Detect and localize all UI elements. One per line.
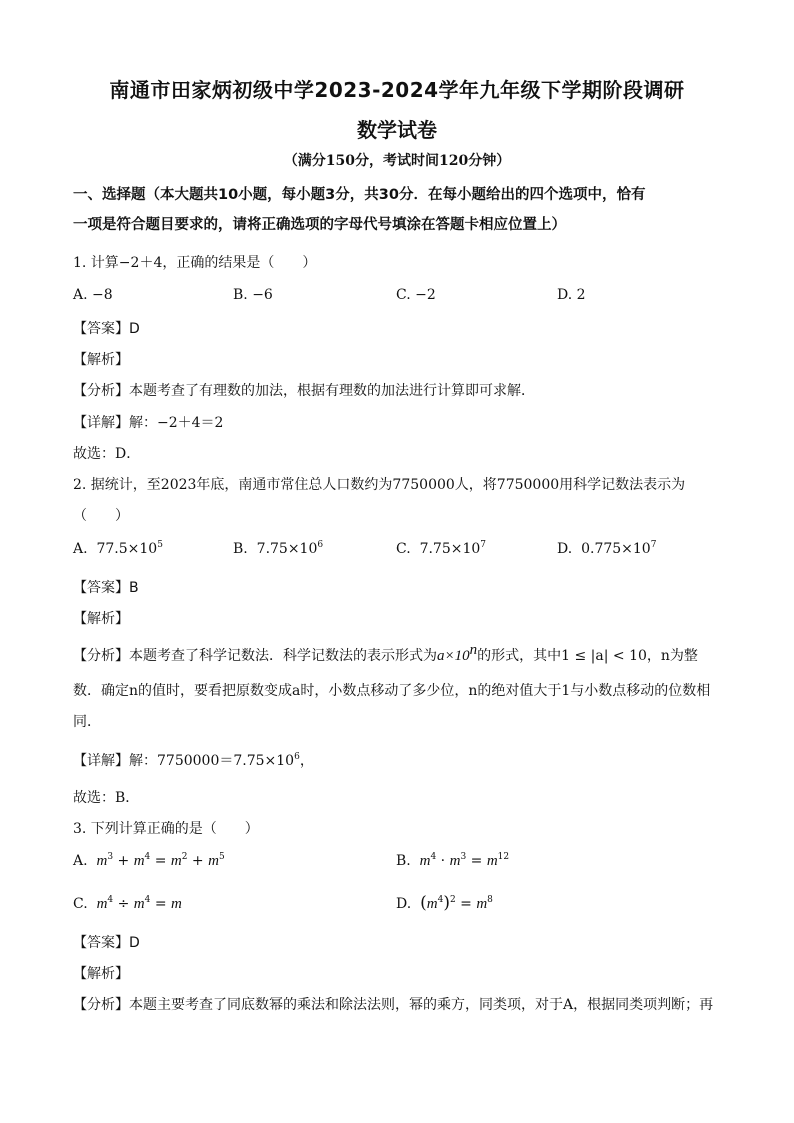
q3-option-c: C. $m^4 \div m^4 = m$ — [73, 895, 182, 912]
q2-stem-bracket: （ ） — [73, 508, 129, 524]
q2-fenxi-line1: 【分析】本题考查了科学记数法．科学记数法的表示形式为$a\times 10^n$的形式，其中1 ≤ |a| < 10，n为整 — [73, 642, 698, 664]
q3-analysis-label: 【解析】 — [73, 966, 129, 982]
q3-option-b: B. $m^4 \cdot m^3 = m^{12}$ — [396, 852, 510, 869]
q3-fenxi: 【分析】本题主要考查了同底数幂的乘法和除法法则，幂的乘方，同类项，对于A，根据同类项判断；再 — [73, 997, 714, 1013]
q2-analysis-label: 【解析】 — [73, 611, 129, 627]
exam-subject-title: 数学试卷 — [357, 118, 437, 142]
exam-info: （满分150分，考试时间120分钟） — [283, 153, 511, 169]
q2-option-b: B. $7.75\times 10^6$ — [233, 540, 324, 557]
q2-option-d: D. $0.775\times 10^7$ — [557, 540, 657, 557]
q1-xiangjie: 【详解】解：−2＋4＝2 — [73, 415, 224, 431]
q1-option-c: C. −2 — [396, 287, 436, 303]
section-heading-line1: 一、选择题（本大题共10小题，每小题3分，共30分．在每小题给出的四个选项中，恰有 — [73, 187, 646, 203]
section-heading-line2: 一项是符合题目要求的，请将正确选项的字母代号填涂在答题卡相应位置上） — [73, 217, 566, 233]
q1-stem: 1. 计算−2＋4，正确的结果是（ ） — [73, 255, 317, 271]
q1-option-d: D. 2 — [557, 287, 586, 303]
q2-fenxi-line3: 同． — [73, 714, 101, 730]
q3-option-d: D. $(m^4)^2 = m^8$ — [396, 893, 493, 913]
q1-option-a: A. −8 — [73, 287, 113, 303]
q3-answer: 【答案】D — [73, 935, 140, 951]
q1-analysis-label: 【解析】 — [73, 352, 129, 368]
q2-option-c: C. $7.75\times 10^7$ — [396, 540, 487, 557]
q1-answer: 【答案】D — [73, 321, 140, 337]
q1-option-b: B. −6 — [233, 287, 273, 303]
q2-fenxi-line2: 数．确定n的值时，要看把原数变成a时，小数点移动了多少位，n的绝对值大于1与小数点移动的位数相 — [73, 683, 711, 699]
q1-fenxi: 【分析】本题考查了有理数的加法，根据有理数的加法进行计算即可求解． — [73, 383, 535, 399]
exam-title: 南通市田家炳初级中学2023-2024学年九年级下学期阶段调研 — [109, 78, 685, 102]
q3-stem: 3. 下列计算正确的是（ ） — [73, 821, 259, 837]
q2-stem: 2. 据统计，至2023年底，南通市常住总人口数约为7750000人，将7750000用科学记数法表示为 — [73, 477, 686, 493]
q2-answer: 【答案】B — [73, 580, 139, 596]
q2-xiangjie: 【详解】解：$7750000=7.75\times 10^6$， — [73, 752, 314, 769]
q3-option-a: A. $m^3 + m^4 = m^2 + m^5$ — [73, 852, 225, 869]
q1-choose: 故选：D． — [73, 446, 141, 462]
q2-option-a: A. $77.5\times 10^5$ — [73, 540, 163, 557]
q2-choose: 故选：B． — [73, 790, 140, 806]
